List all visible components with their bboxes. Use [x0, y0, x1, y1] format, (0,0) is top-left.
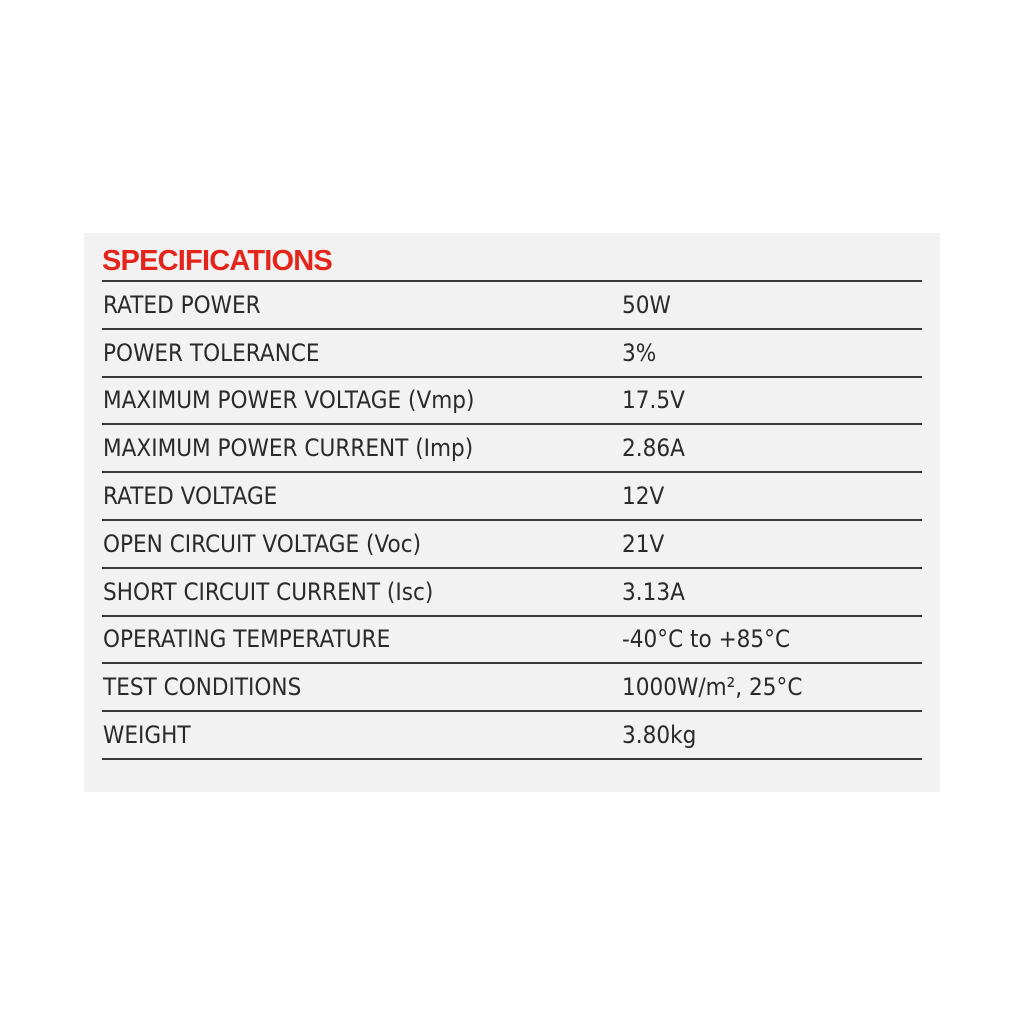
spec-row-power-tolerance	[102, 330, 922, 378]
spec-row-operating-temperature	[102, 617, 922, 665]
spec-label: MAXIMUM POWER VOLTAGE (Vmp)	[103, 386, 475, 415]
spec-row-max-power-voltage	[102, 378, 922, 426]
spec-label: POWER TOLERANCE	[103, 338, 320, 367]
spec-value: 17.5V	[622, 386, 685, 415]
spec-value: 50W	[622, 290, 671, 319]
spec-label: WEIGHT	[103, 721, 191, 750]
spec-label: SHORT CIRCUIT CURRENT (Isc)	[103, 577, 434, 606]
spec-label: OPERATING TEMPERATURE	[103, 625, 391, 654]
spec-label: RATED POWER	[103, 290, 261, 319]
spec-value: -40°C to +85°C	[622, 625, 791, 654]
spec-value: 2.86A	[622, 434, 685, 463]
spec-row-rated-power	[102, 282, 922, 330]
spec-value: 1000W/m², 25°C	[622, 673, 803, 702]
spec-label: RATED VOLTAGE	[103, 482, 278, 511]
spec-row-short-circuit-current	[102, 569, 922, 617]
spec-row-rated-voltage	[102, 473, 922, 521]
spec-row-weight	[102, 712, 922, 760]
specifications-panel	[84, 233, 940, 792]
specifications-table	[102, 282, 922, 760]
spec-value: 3%	[622, 338, 657, 367]
spec-row-max-power-current	[102, 425, 922, 473]
spec-value: 21V	[622, 529, 665, 558]
spec-row-open-circuit-voltage	[102, 521, 922, 569]
specifications-title: SPECIFICATIONS	[102, 245, 332, 277]
spec-value: 12V	[622, 482, 665, 511]
spec-value: 3.13A	[622, 577, 685, 606]
spec-label: MAXIMUM POWER CURRENT (Imp)	[103, 434, 474, 463]
spec-value: 3.80kg	[622, 721, 697, 750]
spec-row-test-conditions	[102, 664, 922, 712]
spec-label: OPEN CIRCUIT VOLTAGE (Voc)	[103, 529, 422, 558]
spec-label: TEST CONDITIONS	[103, 673, 302, 702]
